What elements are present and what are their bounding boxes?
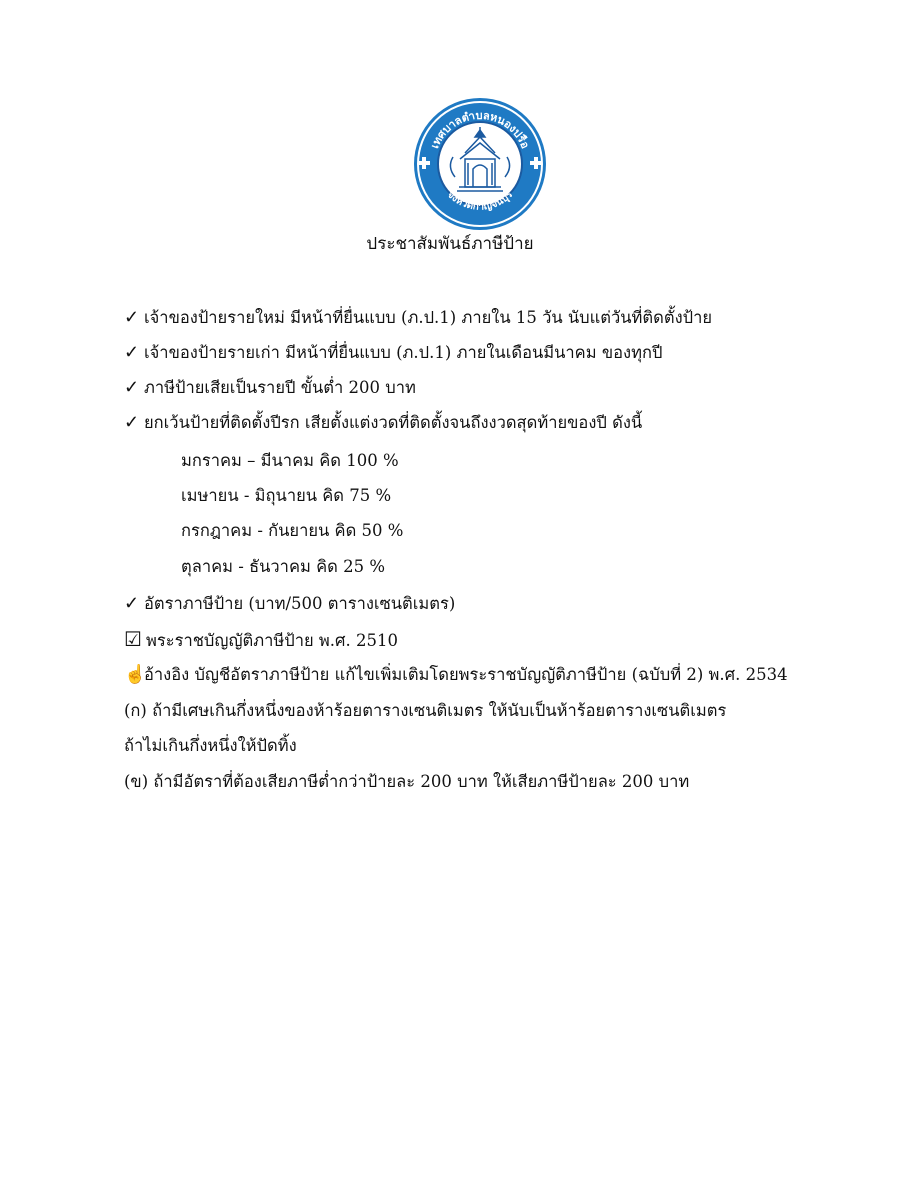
note-b: (ข) ถ้ามีอัตราที่ต้องเสียภาษีต่ำกว่าป้ายละ 200 บาท ให้เสียภาษีป้ายละ 200 บาท [124, 772, 690, 791]
rate-item [124, 592, 455, 616]
period-row: ตุลาคม - ธันวาคม คิด 25 % [181, 557, 386, 576]
page-title: ประชาสัมพันธ์ภาษีป้าย [366, 234, 534, 254]
checkbox-checked-icon: ☑ [124, 627, 142, 651]
check-icon: ✓ [124, 342, 140, 363]
seal-top-text: เทศบาลตำบลหนองปรือ [428, 108, 532, 151]
note-a: (ก) ถ้ามีเศษเกินกึ่งหนึ่งของห้าร้อยตารางเซนติเมตร ให้นับเป็นห้าร้อยตารางเซนติเมตร [124, 701, 727, 720]
list-item [124, 341, 662, 365]
check-icon: ✓ [124, 412, 140, 433]
check-icon: ✓ [124, 307, 140, 328]
act-item [124, 627, 398, 653]
period-row: กรกฎาคม - กันยายน คิด 50 % [181, 521, 404, 540]
period-row: มกราคม – มีนาคม คิด 100 % [181, 451, 399, 470]
list-item [124, 411, 642, 435]
pointing-hand-icon: ☝ [124, 664, 147, 685]
reference-item [124, 663, 788, 687]
check-icon: ✓ [124, 377, 140, 398]
act-text: พระราชบัญญัติภาษีป้าย พ.ศ. 2510 [146, 631, 398, 650]
period-row: เมษายน - มิถุนายน คิด 75 % [181, 486, 392, 505]
reference-text: อ้างอิง บัญชีอัตราภาษีป้าย แก้ไขเพิ่มเติมโดยพระราชบัญญัติภาษีป้าย (ฉบับที่ 2) พ.ศ. 2534 [144, 665, 788, 684]
list-item-text: ยกเว้นป้ายที่ติดตั้งปีรก เสียตั้งแต่งวดที่ติดตั้งจนถึงงวดสุดท้ายของปี ดังนี้ [144, 413, 643, 432]
seal-bottom-text: จังหวัดกาญจนบุรี [444, 189, 516, 213]
check-icon: ✓ [124, 593, 140, 614]
note-a-continued: ถ้าไม่เกินกึ่งหนึ่งให้ปัดทิ้ง [124, 736, 297, 755]
list-item-text: ภาษีป้ายเสียเป็นรายปี ขั้นต่ำ 200 บาท [144, 378, 416, 397]
list-item [124, 306, 712, 330]
list-item-text: เจ้าของป้ายรายเก่า มีหน้าที่ยื่นแบบ (ภ.ป.1) ภายในเดือนมีนาคม ของทุกปี [144, 343, 663, 362]
municipality-seal-logo [413, 97, 547, 231]
list-item-text: เจ้าของป้ายรายใหม่ มีหน้าที่ยื่นแบบ (ภ.ป.1) ภายใน 15 วัน นับแต่วันที่ติดตั้งป้าย [144, 308, 713, 327]
list-item [124, 376, 416, 400]
rate-text: อัตราภาษีป้าย (บาท/500 ตารางเซนติเมตร) [144, 594, 456, 613]
